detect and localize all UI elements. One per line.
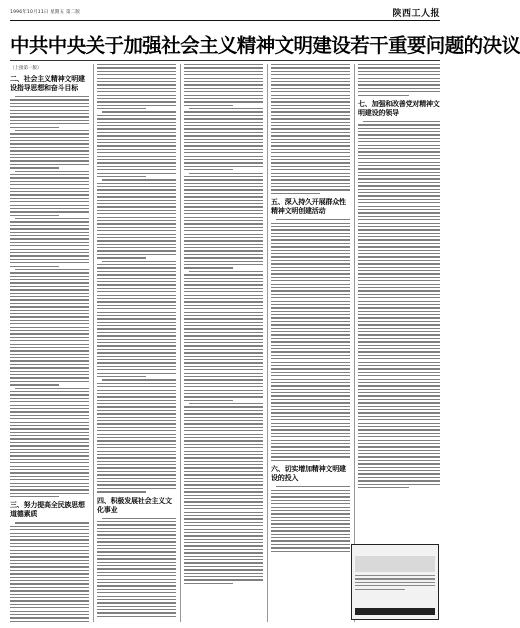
column-divider-1 [93, 64, 94, 622]
column-4-text-c [271, 486, 350, 552]
paper-name: 陕西工人报 [392, 9, 440, 19]
masthead-bar [10, 7, 440, 19]
column-divider-2 [180, 64, 181, 622]
headline-rule [10, 60, 440, 61]
column-1 [10, 64, 89, 622]
advertisement-box [351, 544, 439, 620]
column-2-text-a [97, 64, 176, 493]
column-1-text-a [10, 96, 89, 497]
column-divider-3 [267, 64, 268, 622]
article-headline: 中共中央关于加强社会主义精神文明建设若干重要问题的决议 [10, 34, 520, 57]
article-columns [10, 64, 440, 622]
column-4 [271, 64, 350, 622]
column-4-text-a [271, 64, 350, 194]
column-2-text-b [97, 518, 176, 618]
ad-text [355, 575, 435, 592]
column-divider-4 [354, 64, 355, 622]
ad-image-band [355, 556, 435, 572]
ad-footer-band [355, 608, 435, 615]
section-heading-3: 三、努力提高全民族思想道德素质 [10, 501, 85, 519]
column-5-text-b [358, 121, 440, 488]
column-1-text-b [10, 522, 89, 622]
section-heading-6: 六、切实增加精神文明建设的投入 [271, 465, 346, 483]
section-heading-5: 五、深入持久开展群众性精神文明创建活动 [271, 198, 346, 216]
column-5 [358, 64, 440, 622]
column-2 [97, 64, 176, 622]
section-heading-4: 四、积极发展社会主义文化事业 [97, 496, 172, 514]
section-heading-2: 二、社会主义精神文明建设指导思想和奋斗目标 [10, 75, 85, 92]
section-heading-7: 七、加强和改善党对精神文明建设的领导 [358, 99, 440, 117]
column-4-text-b [271, 219, 350, 461]
column-3-text-a [184, 64, 263, 584]
masthead-rule [10, 20, 440, 21]
issue-date-line: 1996年10月11日 星期五 第二版 [10, 10, 81, 15]
continued-note: （上接第一版） [10, 66, 42, 71]
column-5-text-a [358, 64, 440, 96]
column-3 [184, 64, 263, 622]
